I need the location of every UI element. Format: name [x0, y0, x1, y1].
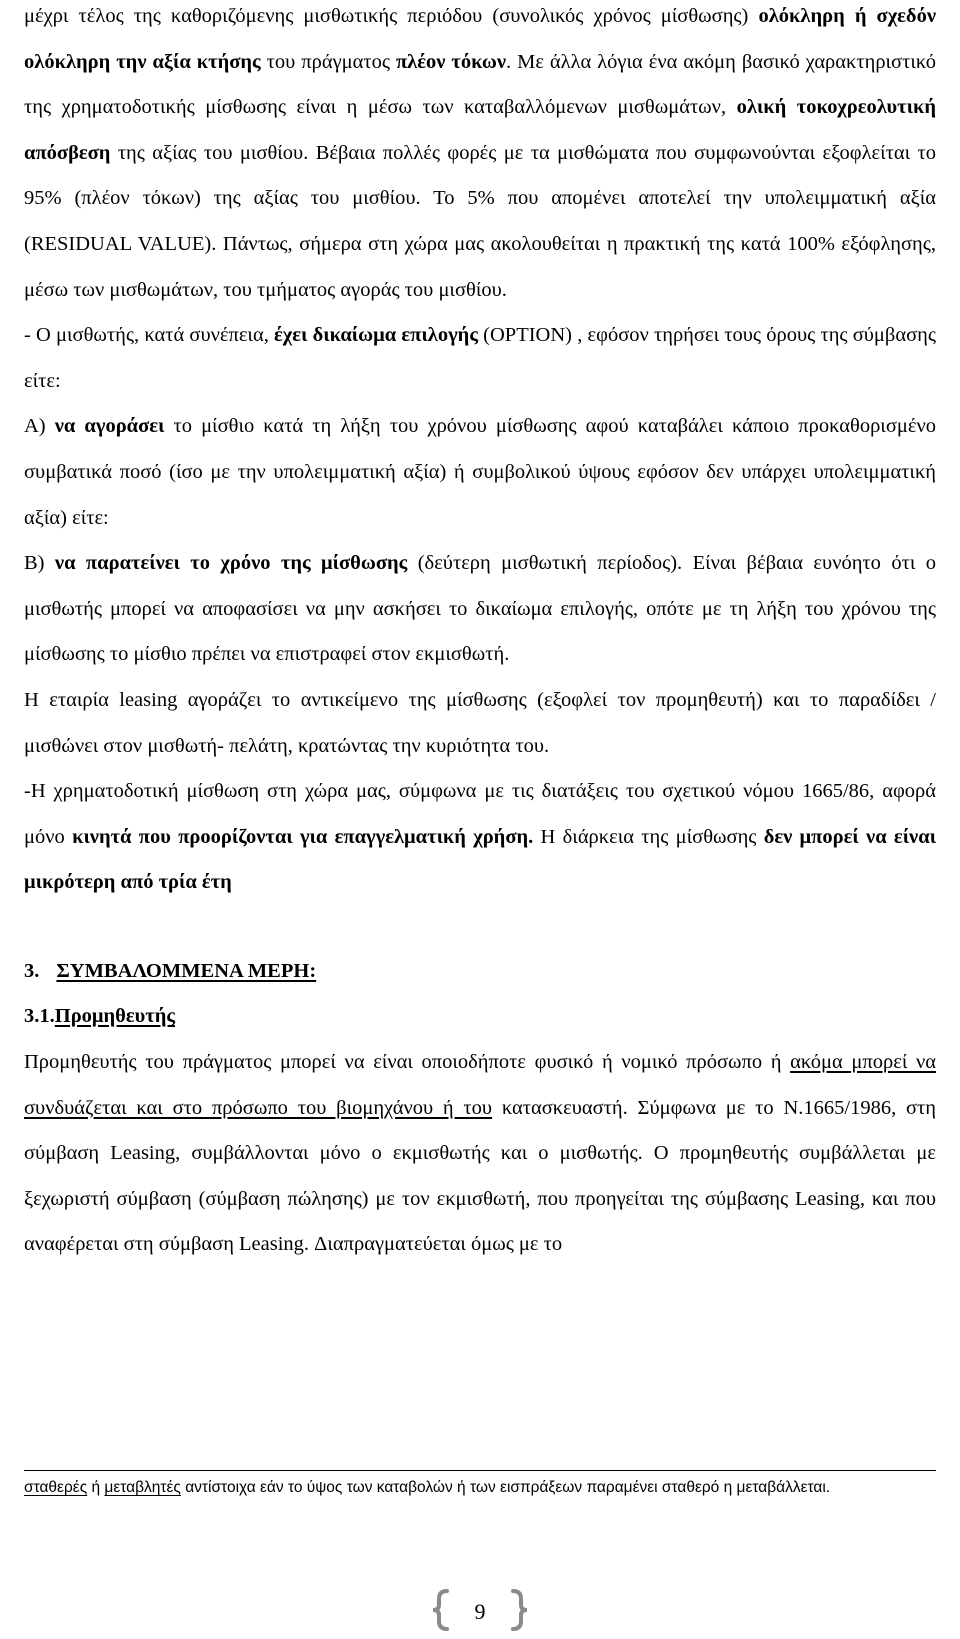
paragraph-leasing-company: Η εταιρία leasing αγοράζει το αντικείμενο της μίσθωσης (εξοφλεί τον προμηθευτή) και το παραδίδει / μισθώνει στον μισθωτή- πελάτη, κρατώντας την κυριότητα του.: [24, 688, 936, 757]
section-heading: [24, 949, 936, 995]
emphasis-bold: έχει δικαίωμα επιλογής: [274, 324, 478, 347]
section-spacer: [24, 906, 936, 949]
emphasis-bold: πλέον τόκων: [395, 50, 507, 73]
emphasis-underline: σταθερές: [24, 1479, 88, 1496]
footnote: σταθερές ή μεταβλητές αντίστοιχα εάν το ύψος των καταβολών ή των εισπράξεων παραμένει σταθερό η μεταβάλλεται.: [24, 1479, 831, 1496]
section-title: ΣΥΜΒΑΛΟΜΜΕΝΑ ΜΕΡΗ:: [56, 959, 317, 982]
emphasis-bold: να παρατείνει το χρόνο της μίσθωσης: [54, 552, 408, 575]
page-number: 9: [474, 1599, 486, 1624]
footnote-separator: [24, 1470, 936, 1471]
brace-frame-icon: [425, 1586, 535, 1634]
page-number-box: [0, 1586, 960, 1639]
emphasis-bold: να αγοράσει: [54, 415, 165, 438]
section-number: 3.: [24, 959, 40, 982]
paragraph-leasing-definition: μέχρι τέλος της καθοριζόμενης μισθωτικής περιόδου (συνολικός χρόνος μίσθωσης) ολόκληρη ή σχεδόν ολόκληρη την αξία κτήσης του πράγματος πλέον τόκων. Με άλλα λόγια ένα ακόμη βασικό χαρακτηριστικό της χρηματοδοτικής μίσθωσης είναι η μέσω των καταβαλλόμενων μισθωμάτων, ολική τοκοχρεολυτική απόσβεση της αξίας του μισθίου. Βέβαια πολλές φορές με τα μισθώματα που συμφωνούνται εξοφλείται το 95% (πλέον τόκων) της αξίας του μισθίου. Το 5% που απομένει αποτελεί την υπολειμματική αξία (RESIDUAL VALUE). Πάντως, σήμερα στη χώρα μας ακολουθείται η πρακτική της κατά 100% εξόφλησης, μέσω των μισθωμάτων, του τμήματος αγοράς του μισθίου.: [24, 5, 936, 301]
emphasis-underline: ακόμα μπορεί να συνδυάζεται και στο πρόσωπο του βιομηχάνου ή του: [24, 1051, 937, 1119]
emphasis-underline: μεταβλητές: [104, 1479, 181, 1496]
paragraph-law-1665: -Η χρηματοδοτική μίσθωση στη χώρα μας, σύμφωνα με τις διατάξεις του σχετικού νόμου 1665/86, αφορά μόνο κινητά που προορίζονται για επαγγελματική χρήση. Η διάρκεια της μίσθωσης δεν μπορεί να είναι μικρότερη από τρία έτη: [24, 780, 937, 894]
subsection-heading: [24, 994, 936, 1040]
paragraph-option-right: - Ο μισθωτής, κατά συνέπεια, έχει δικαίωμα επιλογής (OPTION) , εφόσον τηρήσει τους όρους της σύμβασης είτε:: [24, 324, 936, 392]
subsection-title: Προμηθευτής: [54, 1005, 176, 1028]
supplier-paragraph: Προμηθευτής του πράγματος μπορεί να είναι οποιοδήποτε φυσικό ή νομικό πρόσωπο ή ακόμα μπορεί να συνδυάζεται και στο πρόσωπο του βιομηχάνου ή του κατασκευαστή. Σύμφωνα με το Ν.1665/1986, στη σύμβαση Leasing, συμβάλλονται μόνο ο εκμισθωτής και ο μισθωτής. Ο προμηθευτής συμβάλλεται με ξεχωριστή σύμβαση (σύμβαση πώλησης) με τον εκμισθωτή, που προηγείται της σύμβασης Leasing, και που αναφέρεται στη σύμβαση Leasing. Διαπραγματεύεται όμως με το: [24, 1051, 937, 1256]
emphasis-bold: ολόκληρη ή σχεδόν ολόκληρη την αξία κτήσης: [24, 5, 936, 73]
subsection-number: 3.1.: [24, 1005, 55, 1028]
emphasis-bold: κινητά που προορίζονται για επαγγελματική χρήση.: [72, 825, 534, 848]
emphasis-bold: ολική τοκοχρεολυτική απόσβεση: [24, 96, 936, 164]
paragraph-option-a: Α) να αγοράσει το μίσθιο κατά τη λήξη του χρόνου μίσθωσης αφού καταβάλει κάποιο προκαθορισμένο συμβατικά ποσό (ίσο με την υπολειμματική αξία) ή συμβολικού ύψους εφόσον δεν υπάρχει υπολειμματική αξία) είτε:: [24, 415, 936, 529]
body-text: [24, 0, 936, 1268]
paragraph-option-b: Β) να παρατείνει το χρόνο της μίσθωσης (δεύτερη μισθωτική περίοδος). Είναι βέβαια ευνόητο ότι ο μισθωτής μπορεί να αποφασίσει να μην ασκήσει το δικαίωμα επιλογής, οπότε με τη λήξη του χρόνου της μίσθωσης το μίσθιο πρέπει να επιστραφεί στον εκμισθωτή.: [24, 552, 936, 666]
emphasis-bold: δεν μπορεί να είναι μικρότερη από τρία έτη: [24, 825, 937, 894]
